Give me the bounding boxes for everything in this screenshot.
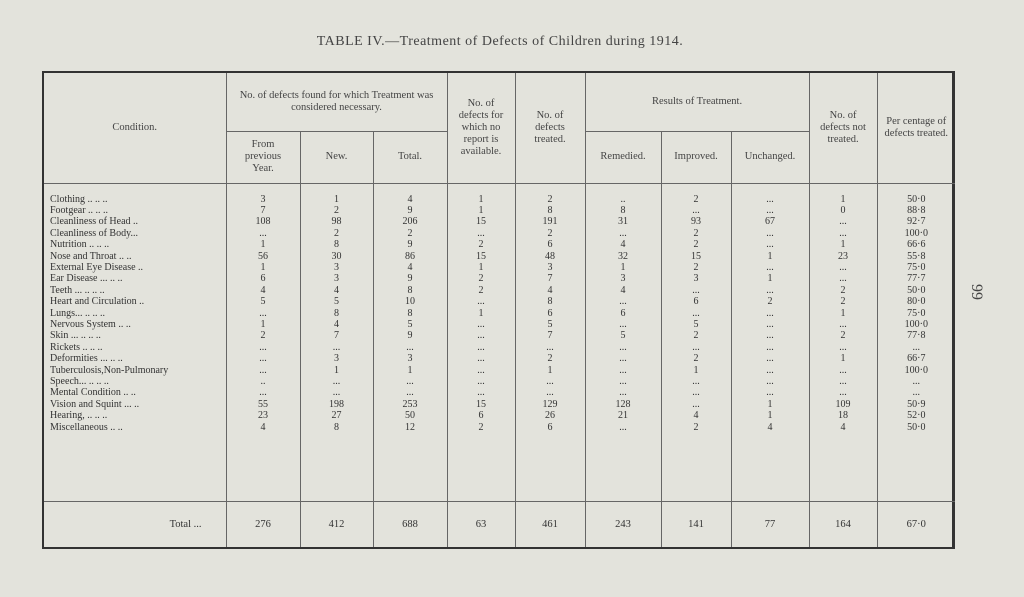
table-cell: 253 xyxy=(402,398,418,410)
table-cell: 100·0 xyxy=(904,227,928,239)
header-remedied: Remedied. xyxy=(585,131,661,183)
table-cell: 3 xyxy=(693,273,699,285)
table-cell: ... xyxy=(839,227,847,239)
table-cell: 5 xyxy=(547,318,553,330)
table-cell: ... xyxy=(406,341,414,353)
table-cell: 5 xyxy=(260,296,266,308)
table-cell: ... xyxy=(766,284,774,296)
table-cell: Lungs... .. .. .. xyxy=(50,307,105,319)
table-cell: ... xyxy=(406,376,414,387)
table-cell: 55·8 xyxy=(907,250,926,262)
table-cell: 15 xyxy=(476,250,487,262)
table-cell: 48 xyxy=(545,250,556,262)
total-improved: 141 xyxy=(661,501,731,547)
table-cell: ... xyxy=(259,341,267,353)
table-cell: 4 xyxy=(334,318,339,330)
table-cell: 2 xyxy=(840,296,846,308)
table-cell: 2 xyxy=(840,330,846,342)
table-cell: 5 xyxy=(693,318,699,330)
table-cell: 6 xyxy=(478,410,484,422)
table-cell: ... xyxy=(766,353,774,365)
table-cell: Teeth ... .. .. .. xyxy=(50,284,105,296)
table-cell: ... xyxy=(766,341,774,353)
table-cell: ... xyxy=(477,353,485,365)
table-cell: 8 xyxy=(407,307,413,319)
table-cell: Nervous System .. .. xyxy=(50,318,131,330)
table-cell: 4 xyxy=(407,193,413,205)
table-cell: 1 xyxy=(334,193,339,205)
table-cell: Hearing, .. .. .. xyxy=(50,410,108,422)
table-cell: ... xyxy=(332,376,341,387)
table-cell: ... xyxy=(619,318,627,330)
table-cell: ... xyxy=(619,421,627,433)
table-cell: ... xyxy=(839,341,847,353)
table-cell: ... xyxy=(406,387,414,399)
header-new: New. xyxy=(300,131,373,183)
table-cell: ... xyxy=(692,284,700,296)
table-cell: 128 xyxy=(615,398,631,410)
table-cell: ... xyxy=(692,204,700,216)
table-cell: 8 xyxy=(407,284,413,296)
table-cell: 21 xyxy=(618,410,629,422)
table-cell: ... xyxy=(839,318,847,330)
table-cell: 1 xyxy=(478,204,484,216)
table-cell: 92·7 xyxy=(907,216,926,228)
treated-column xyxy=(516,194,585,434)
table-cell: 2 xyxy=(693,421,699,433)
table-cell: ... xyxy=(912,387,921,399)
table-cell: 9 xyxy=(407,204,413,216)
table-cell: 32 xyxy=(618,250,629,262)
table-cell: 108 xyxy=(255,216,271,228)
percentage-column xyxy=(878,194,956,434)
table-cell: 8 xyxy=(334,307,339,319)
header-unchanged: Unchanged. xyxy=(731,131,809,183)
table-cell: 2 xyxy=(334,227,339,239)
table-cell: 4 xyxy=(260,421,266,433)
table-cell: ... xyxy=(332,341,341,353)
table-cell: 9 xyxy=(407,330,413,342)
total-new: 412 xyxy=(300,501,373,547)
table-cell: 1 xyxy=(478,193,484,205)
header-improved: Improved. xyxy=(661,131,731,183)
table-cell: 8 xyxy=(334,421,339,433)
table-cell: 3 xyxy=(547,261,553,273)
header-condition: Condition. xyxy=(44,73,226,183)
table-cell: ... xyxy=(766,204,774,216)
table-cell: 2 xyxy=(693,239,699,251)
table-cell: ... xyxy=(839,273,847,285)
table-cell: ... xyxy=(839,364,847,376)
table-cell: 12 xyxy=(405,421,415,433)
table-cell: 50·9 xyxy=(907,398,926,410)
table-cell: 5 xyxy=(620,330,626,342)
table-cell: 4 xyxy=(620,239,626,251)
table-cell: 3 xyxy=(334,273,339,285)
total-from-previous: 276 xyxy=(226,501,300,547)
table-cell: 2 xyxy=(547,353,553,365)
table-cell: 1 xyxy=(767,273,773,285)
table-cell: 100·0 xyxy=(904,364,928,376)
table-cell: Heart and Circulation .. xyxy=(50,296,145,308)
table-cell: ... xyxy=(839,376,847,387)
table-cell: 191 xyxy=(542,216,558,228)
table-cell: 2 xyxy=(547,193,553,205)
table-cell: ... xyxy=(259,387,267,399)
table-cell: 6 xyxy=(620,307,626,319)
table-cell: ... xyxy=(619,353,627,365)
table-cell: 8 xyxy=(620,204,626,216)
table-cell: 52·0 xyxy=(907,410,926,422)
table-cell: 1 xyxy=(407,364,413,376)
table-cell: ... xyxy=(766,376,774,387)
total-unchanged: 77 xyxy=(731,501,809,547)
table-cell: 1 xyxy=(767,410,773,422)
table-cell: 77·7 xyxy=(907,273,926,285)
table-cell: 1 xyxy=(693,364,699,376)
table-cell: Mental Condition .. .. xyxy=(50,387,136,399)
table-cell: 1 xyxy=(260,239,266,251)
table-cell: 2 xyxy=(693,353,699,365)
table-cell: 6 xyxy=(693,296,699,308)
header-total: Total. xyxy=(373,131,447,183)
table-cell: Vision and Squint ... .. xyxy=(50,398,140,410)
table-cell: ... xyxy=(619,387,627,399)
table-cell: ... xyxy=(477,318,485,330)
table-cell: 2 xyxy=(693,330,699,342)
table-cell: 9 xyxy=(407,239,413,251)
table-cell: 4 xyxy=(693,410,699,422)
header-from-previous: From previous Year. xyxy=(226,131,300,183)
table-cell: 9 xyxy=(407,273,413,285)
header-treated: No. of defects treated. xyxy=(515,73,585,183)
total-column xyxy=(374,194,447,434)
table-cell: 50 xyxy=(405,410,415,422)
table-cell: 2 xyxy=(407,227,413,239)
table-cell: 2 xyxy=(693,227,699,239)
table-cell: Cleanliness of Body... xyxy=(50,227,138,239)
total-not-treated: 164 xyxy=(809,501,877,547)
table-cell: 4 xyxy=(334,284,339,296)
table-cell: 18 xyxy=(838,410,849,422)
table-cell: ... xyxy=(839,261,847,273)
no-report-column xyxy=(448,194,515,434)
header-percentage: Per centage of defects treated. xyxy=(877,73,955,183)
unchanged-column xyxy=(732,194,809,434)
table-cell: ... xyxy=(912,376,921,387)
table-body-row xyxy=(44,183,955,501)
total-remedied: 243 xyxy=(585,501,661,547)
table-cell: ... xyxy=(619,341,627,353)
table-cell: ... xyxy=(546,341,554,353)
table-cell: ... xyxy=(477,364,485,376)
table-cell: 7 xyxy=(547,330,553,342)
total-no-report: 63 xyxy=(447,501,515,547)
table-cell: 1 xyxy=(478,307,484,319)
table-cell: ... xyxy=(477,387,485,399)
table-cell: ... xyxy=(259,307,267,319)
table-cell: 50·0 xyxy=(907,193,926,205)
table-cell: 1 xyxy=(840,193,846,205)
table-cell: 206 xyxy=(402,216,418,228)
table-cell: 88·8 xyxy=(907,204,926,216)
table-cell: Speech... .. .. .. xyxy=(50,376,109,387)
table-cell: 1 xyxy=(840,353,846,365)
table-cell: ... xyxy=(546,376,554,387)
table-cell: 8 xyxy=(547,204,553,216)
table-cell: 75·0 xyxy=(907,261,926,273)
table-cell: ... xyxy=(766,364,774,376)
table-cell: ... xyxy=(692,387,700,399)
table-cell: ... xyxy=(766,307,774,319)
table-cell: 30 xyxy=(331,250,342,262)
total-row xyxy=(44,501,955,547)
defects-table xyxy=(42,71,955,549)
table-cell: 1 xyxy=(547,364,553,376)
table-cell: 5 xyxy=(334,296,339,308)
total-treated: 461 xyxy=(515,501,585,547)
table-cell: 27 xyxy=(331,410,342,422)
table-cell: 86 xyxy=(405,250,415,262)
table-cell: 2 xyxy=(693,193,699,205)
table-cell: 7 xyxy=(547,273,553,285)
table-cell: 4 xyxy=(767,421,773,433)
table-cell: ... xyxy=(692,341,700,353)
table-cell: 67 xyxy=(765,216,776,228)
table-cell: 31 xyxy=(618,216,629,228)
total-total: 688 xyxy=(373,501,447,547)
table-cell: ... xyxy=(546,387,554,399)
table-cell: ... xyxy=(839,216,847,228)
table-cell: .. xyxy=(260,376,266,387)
table-cell: 2 xyxy=(478,273,484,285)
table-cell: ... xyxy=(619,296,627,308)
table-cell: 50·0 xyxy=(907,421,926,433)
table-cell: 77·8 xyxy=(907,330,926,342)
table-title: TABLE IV.—Treatment of Defects of Children during 1914. xyxy=(316,34,684,49)
table-cell: 2 xyxy=(478,239,484,251)
new-column xyxy=(301,194,373,434)
condition-column xyxy=(50,194,226,434)
table-cell: Nose and Throat .. .. xyxy=(50,250,132,262)
table-cell: 15 xyxy=(691,250,702,262)
table-cell: 6 xyxy=(547,307,553,319)
table-cell: ... xyxy=(766,227,774,239)
table-cell: Ear Disease ... .. .. xyxy=(50,273,123,285)
table-cell: Skin ... .. .. .. xyxy=(50,330,101,342)
header-results-group: Results of Treatment. xyxy=(585,73,809,131)
table-cell: 1 xyxy=(260,318,266,330)
table-cell: 26 xyxy=(545,410,556,422)
table-cell: ... xyxy=(259,227,267,239)
table-cell: 1 xyxy=(767,398,773,410)
table-cell: 3 xyxy=(334,353,339,365)
table-cell: ... xyxy=(619,227,627,239)
table-cell: Cleanliness of Head .. xyxy=(50,216,139,228)
table-cell: ... xyxy=(912,341,921,353)
table-cell: 23 xyxy=(258,410,268,422)
table-cell: ... xyxy=(259,364,267,376)
table-cell: 4 xyxy=(407,261,413,273)
table-cell: 4 xyxy=(547,284,553,296)
table-cell: 66·6 xyxy=(907,239,926,251)
table-cell: 2 xyxy=(478,421,484,433)
table-cell: 55 xyxy=(258,398,268,410)
table-cell: ... xyxy=(619,364,627,376)
table-cell: ... xyxy=(766,261,774,273)
remedied-column xyxy=(586,194,661,434)
table-cell: 109 xyxy=(835,398,851,410)
table-cell: Deformities ... .. .. xyxy=(50,353,123,365)
table-cell: ... xyxy=(766,387,774,399)
table-cell: ... xyxy=(692,307,700,319)
table-cell: ... xyxy=(477,296,485,308)
table-cell: Tuberculosis,Non-Pulmonary xyxy=(50,364,169,376)
table-cell: 2 xyxy=(478,284,484,296)
table-cell: ... xyxy=(692,398,700,410)
table-cell: 1 xyxy=(840,239,846,251)
table-cell: Miscellaneous .. .. xyxy=(50,421,123,433)
table-cell: 80·0 xyxy=(907,296,926,308)
table-cell: 0 xyxy=(840,204,846,216)
table-cell: ... xyxy=(477,330,485,342)
table-cell: 2 xyxy=(334,204,339,216)
header-not-treated: No. of defects not treated. xyxy=(809,73,877,183)
table-cell: Footgear .. .. .. xyxy=(50,204,109,216)
table-cell: 6 xyxy=(547,421,553,433)
table-cell: 1 xyxy=(478,261,484,273)
table-cell: ... xyxy=(766,193,774,205)
table-cell: Clothing .. .. .. xyxy=(50,193,108,205)
table-cell: 100·0 xyxy=(904,318,928,330)
table-cell: 98 xyxy=(331,216,342,228)
total-percentage: 67·0 xyxy=(877,501,955,547)
table-cell: 2 xyxy=(767,296,773,308)
table-cell: 23 xyxy=(838,250,849,262)
table-cell: 4 xyxy=(260,284,266,296)
table-cell: 2 xyxy=(547,227,553,239)
table-cell: Nutrition .. .. .. xyxy=(50,239,110,251)
header-no-report: No. of defects for which no report is available. xyxy=(447,73,515,183)
table-cell: 75·0 xyxy=(907,307,926,319)
table-cell: ... xyxy=(477,376,485,387)
table-cell: 3 xyxy=(260,193,266,205)
table-cell: 4 xyxy=(620,284,626,296)
table-cell: 3 xyxy=(620,273,626,285)
table-cell: 56 xyxy=(258,250,268,262)
table-cell: 6 xyxy=(547,239,553,251)
table-cell: 3 xyxy=(334,261,339,273)
table-cell: ... xyxy=(332,387,341,399)
table-cell: 15 xyxy=(476,398,487,410)
table-cell: 7 xyxy=(260,204,266,216)
table-cell: 198 xyxy=(329,398,344,410)
table-cell: ... xyxy=(477,227,485,239)
table-cell: ... xyxy=(766,239,774,251)
table-cell: 15 xyxy=(476,216,487,228)
table-cell: ... xyxy=(477,341,485,353)
from-previous-column xyxy=(227,194,300,434)
table-cell: .. xyxy=(620,193,626,205)
table-cell: External Eye Disease .. xyxy=(50,261,144,273)
total-label: Total ... xyxy=(44,501,226,547)
table-cell: 1 xyxy=(620,261,626,273)
table-cell: 1 xyxy=(260,261,266,273)
table-cell: 1 xyxy=(334,364,339,376)
table-cell: ... xyxy=(259,353,267,365)
table-cell: 129 xyxy=(542,398,558,410)
table-cell: ... xyxy=(766,318,774,330)
table-cell: 2 xyxy=(840,284,846,296)
table-cell: Rickets .. .. .. xyxy=(50,341,103,353)
table-cell: 50·0 xyxy=(907,284,926,296)
table-cell: ... xyxy=(619,376,627,387)
table-cell: ... xyxy=(839,387,847,399)
table-cell: ... xyxy=(766,330,774,342)
table-cell: 8 xyxy=(547,296,553,308)
table-cell: 3 xyxy=(407,353,413,365)
table-cell: ... xyxy=(692,376,700,387)
table-cell: 5 xyxy=(407,318,413,330)
table-cell: 66·7 xyxy=(907,353,926,365)
table-cell: 1 xyxy=(767,250,773,262)
table-cell: 4 xyxy=(840,421,846,433)
table-cell: 7 xyxy=(334,330,339,342)
table-cell: 93 xyxy=(691,216,702,228)
table-cell: 6 xyxy=(260,273,266,285)
not-treated-column xyxy=(810,194,877,434)
table-cell: 10 xyxy=(405,296,415,308)
table-cell: 1 xyxy=(840,307,846,319)
table-cell: 2 xyxy=(260,330,266,342)
header-found-group: No. of defects found for which Treatment was considered necessary. xyxy=(226,73,447,131)
table-cell: 2 xyxy=(693,261,699,273)
page-number: 99 xyxy=(968,284,985,300)
improved-column xyxy=(662,194,731,434)
table-cell: 8 xyxy=(334,239,339,251)
